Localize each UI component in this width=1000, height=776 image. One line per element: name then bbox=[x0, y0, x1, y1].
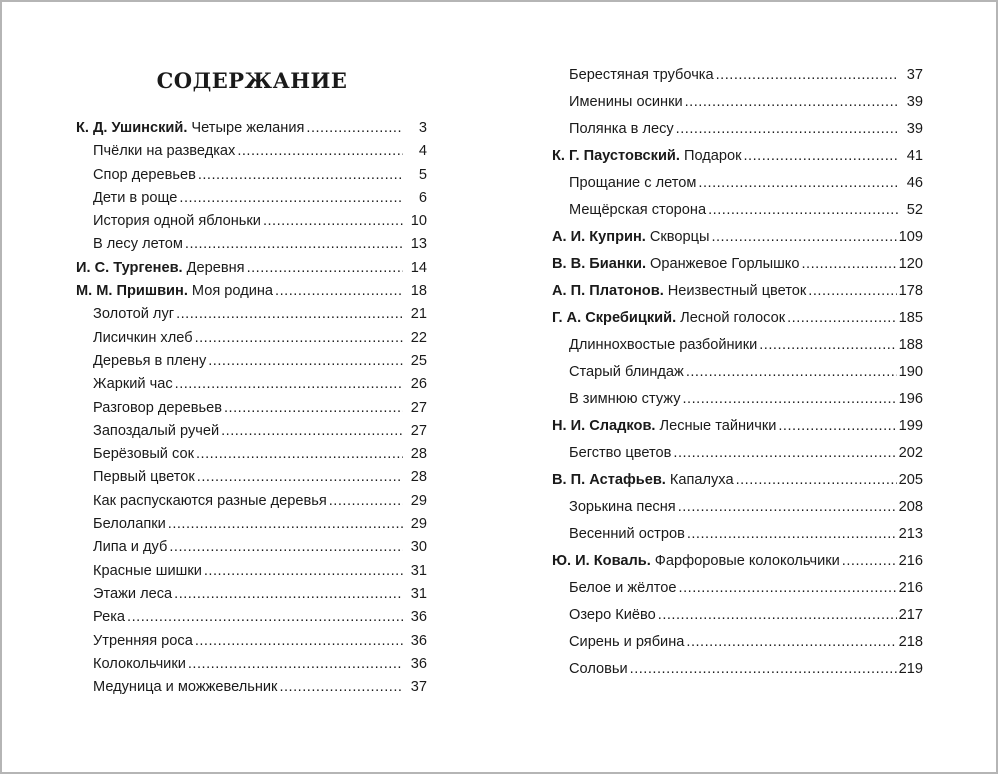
toc-page-number: 36 bbox=[410, 632, 427, 649]
toc-page-number: 178 bbox=[898, 283, 923, 299]
toc-page-number: 216 bbox=[898, 553, 923, 569]
toc-page-number: 31 bbox=[410, 562, 427, 579]
toc-page-number: 39 bbox=[906, 94, 923, 110]
dot-leader bbox=[176, 303, 403, 326]
dot-leader bbox=[198, 164, 403, 187]
toc-page-number: 6 bbox=[418, 189, 427, 206]
toc-title: Сирень и рябина bbox=[569, 634, 685, 650]
toc-title: Полянка в лесу bbox=[569, 121, 674, 137]
dot-leader bbox=[221, 420, 403, 443]
toc-page-number: 10 bbox=[410, 213, 427, 230]
dot-leader bbox=[263, 210, 403, 233]
toc-page-number: 46 bbox=[906, 175, 923, 191]
dot-leader bbox=[683, 386, 897, 413]
toc-page-number: 208 bbox=[898, 499, 923, 515]
toc-entry[interactable] bbox=[552, 224, 923, 251]
toc-entry[interactable] bbox=[76, 443, 427, 466]
toc-page-number: 219 bbox=[898, 661, 923, 677]
dot-leader bbox=[197, 466, 403, 489]
toc-page-number: 27 bbox=[410, 399, 427, 416]
toc-author: В. В. Бианки. bbox=[552, 256, 647, 272]
toc-title: Как распускаются разные деревья bbox=[93, 492, 327, 509]
toc-entry[interactable] bbox=[552, 521, 923, 548]
dot-leader bbox=[778, 413, 896, 440]
toc-entry[interactable] bbox=[76, 303, 427, 326]
toc-title: В зимнюю стужу bbox=[569, 391, 681, 407]
toc-author: Н. И. Сладков. bbox=[552, 418, 656, 434]
dot-leader bbox=[842, 548, 897, 575]
toc-entry[interactable] bbox=[76, 606, 427, 629]
toc-entry[interactable] bbox=[552, 359, 923, 386]
toc-page-number: 13 bbox=[410, 236, 427, 253]
toc-author: А. П. Платонов. bbox=[552, 283, 664, 299]
toc-title: Колокольчики bbox=[93, 655, 186, 672]
toc-entry[interactable] bbox=[76, 676, 427, 699]
toc-page-number: 216 bbox=[898, 580, 923, 596]
toc-left-column bbox=[76, 117, 427, 699]
toc-title: Липа и дуб bbox=[93, 539, 168, 556]
toc-title: Белолапки bbox=[93, 516, 166, 533]
dot-leader bbox=[179, 187, 403, 210]
dot-leader bbox=[169, 536, 403, 559]
toc-page-number: 199 bbox=[898, 418, 923, 434]
toc-entry[interactable] bbox=[552, 332, 923, 359]
toc-page-number: 205 bbox=[898, 472, 923, 488]
toc-entry[interactable] bbox=[76, 536, 427, 559]
toc-title: Река bbox=[93, 609, 126, 626]
toc-title: Бегство цветов bbox=[569, 445, 672, 461]
toc-title: Скворцы bbox=[649, 229, 710, 245]
dot-leader bbox=[759, 332, 896, 359]
toc-entry[interactable] bbox=[552, 467, 923, 494]
toc-entry[interactable] bbox=[76, 583, 427, 606]
dot-leader bbox=[185, 233, 403, 256]
toc-page-number: 3 bbox=[418, 120, 427, 136]
toc-page-number: 29 bbox=[410, 492, 427, 509]
toc-author: К. Д. Ушинский. bbox=[76, 120, 188, 136]
toc-title: Мещёрская сторона bbox=[569, 202, 707, 218]
toc-entry[interactable] bbox=[76, 466, 427, 489]
toc-title: Утренняя роса bbox=[93, 632, 193, 649]
toc-page-number: 41 bbox=[906, 148, 923, 164]
dot-leader bbox=[685, 89, 899, 116]
toc-title: Медуница и можжевельник bbox=[93, 679, 278, 696]
toc-title: Подарок bbox=[683, 148, 742, 164]
toc-entry[interactable] bbox=[552, 413, 923, 440]
toc-title: Озеро Киёво bbox=[569, 607, 656, 623]
dot-leader bbox=[744, 143, 900, 170]
dot-leader bbox=[237, 140, 403, 163]
toc-entry[interactable] bbox=[552, 89, 923, 116]
dot-leader bbox=[630, 656, 897, 683]
toc-title: Зорькина песня bbox=[569, 499, 676, 515]
toc-entry[interactable] bbox=[76, 513, 427, 536]
dot-leader bbox=[658, 602, 897, 629]
toc-entry[interactable] bbox=[552, 602, 923, 629]
toc-page-number: 28 bbox=[410, 446, 427, 463]
dot-leader bbox=[787, 305, 897, 332]
toc-page-number: 27 bbox=[410, 422, 427, 439]
dot-leader bbox=[716, 62, 899, 89]
toc-entry[interactable] bbox=[76, 280, 427, 303]
dot-leader bbox=[736, 467, 897, 494]
dot-leader bbox=[208, 350, 403, 373]
dot-leader bbox=[224, 397, 403, 420]
toc-page-number: 39 bbox=[906, 121, 923, 137]
toc-title: Четыре желания bbox=[191, 120, 305, 136]
toc-entry[interactable] bbox=[76, 630, 427, 653]
toc-title: Дети в роще bbox=[93, 189, 178, 206]
toc-title: Фарфоровые колокольчики bbox=[654, 553, 840, 569]
toc-page-number: 213 bbox=[898, 526, 923, 542]
dot-leader bbox=[687, 521, 897, 548]
toc-entry[interactable] bbox=[76, 233, 427, 256]
toc-title: Деревья в плену bbox=[93, 352, 207, 369]
toc-entry[interactable] bbox=[552, 629, 923, 656]
dot-leader bbox=[686, 359, 897, 386]
toc-title: Соловьи bbox=[569, 661, 628, 677]
toc-page-number: 190 bbox=[898, 364, 923, 380]
dot-leader bbox=[195, 327, 403, 350]
toc-entry[interactable] bbox=[552, 170, 923, 197]
toc-page-number: 25 bbox=[410, 352, 427, 369]
toc-page-number: 30 bbox=[410, 539, 427, 556]
page-title: СОДЕРЖАНИЕ bbox=[156, 68, 348, 93]
toc-page-number: 217 bbox=[898, 607, 923, 623]
dot-leader bbox=[188, 653, 403, 676]
toc-page-number: 28 bbox=[410, 469, 427, 486]
toc-page-number: 29 bbox=[410, 516, 427, 533]
toc-entry[interactable] bbox=[552, 278, 923, 305]
toc-title: Моя родина bbox=[191, 283, 274, 300]
dot-leader bbox=[711, 224, 896, 251]
toc-title: Пчёлки на разведках bbox=[93, 143, 236, 160]
dot-leader bbox=[174, 583, 403, 606]
dot-leader bbox=[808, 278, 896, 305]
toc-page-number: 26 bbox=[410, 376, 427, 393]
toc-entry[interactable] bbox=[76, 187, 427, 210]
toc-entry[interactable] bbox=[552, 62, 923, 89]
toc-page-number: 109 bbox=[898, 229, 923, 245]
dot-leader bbox=[247, 257, 403, 280]
dot-leader bbox=[306, 117, 403, 140]
toc-title: История одной яблоньки bbox=[93, 213, 261, 230]
dot-leader bbox=[168, 513, 403, 536]
toc-page-number: 37 bbox=[410, 679, 427, 696]
toc-title: Лесной голосок bbox=[680, 310, 786, 326]
toc-title: Лисичкин хлеб bbox=[93, 329, 193, 346]
toc-author: Г. А. Скребицкий. bbox=[552, 310, 677, 326]
toc-page-number: 196 bbox=[898, 391, 923, 407]
toc-page-number: 18 bbox=[410, 283, 427, 300]
toc-title: Жаркий час bbox=[93, 376, 173, 393]
toc-page-number: 14 bbox=[410, 259, 427, 276]
toc-title: Красные шишки bbox=[93, 562, 202, 579]
toc-entry[interactable] bbox=[552, 494, 923, 521]
toc-page-number: 52 bbox=[906, 202, 923, 218]
toc-entry[interactable] bbox=[76, 560, 427, 583]
toc-title: Неизвестный цветок bbox=[667, 283, 807, 299]
toc-author: К. Г. Паустовский. bbox=[552, 148, 680, 164]
toc-author: А. И. Куприн. bbox=[552, 229, 646, 245]
toc-entry[interactable] bbox=[76, 397, 427, 420]
toc-title: Берёзовый сок bbox=[93, 446, 194, 463]
toc-entry[interactable] bbox=[76, 117, 427, 140]
toc-title: Первый цветок bbox=[93, 469, 195, 486]
toc-entry[interactable] bbox=[552, 548, 923, 575]
dot-leader bbox=[801, 251, 896, 278]
toc-author: М. М. Пришвин. bbox=[76, 283, 188, 300]
dot-leader bbox=[698, 170, 899, 197]
dot-leader bbox=[678, 494, 897, 521]
toc-page-number: 22 bbox=[410, 329, 427, 346]
toc-title: Длиннохвостые разбойники bbox=[569, 337, 758, 353]
toc-title: Спор деревьев bbox=[93, 166, 196, 183]
toc-author: И. С. Тургенев. bbox=[76, 259, 183, 276]
toc-entry[interactable] bbox=[552, 440, 923, 467]
toc-title: Старый блиндаж bbox=[569, 364, 684, 380]
toc-right-column bbox=[552, 62, 923, 683]
toc-entry[interactable] bbox=[552, 116, 923, 143]
toc-title: Берестяная трубочка bbox=[569, 67, 714, 83]
toc-title: Разговор деревьев bbox=[93, 399, 222, 416]
toc-entry[interactable] bbox=[552, 251, 923, 278]
toc-entry[interactable] bbox=[76, 140, 427, 163]
toc-entry[interactable] bbox=[552, 656, 923, 683]
toc-page-number: 202 bbox=[898, 445, 923, 461]
toc-entry[interactable] bbox=[76, 653, 427, 676]
toc-title: Оранжевое Горлышко bbox=[650, 256, 800, 272]
dot-leader bbox=[127, 606, 403, 629]
toc-title: Этажи леса bbox=[93, 585, 173, 602]
toc-entry[interactable] bbox=[76, 350, 427, 373]
dot-leader bbox=[175, 373, 403, 396]
dot-leader bbox=[676, 116, 899, 143]
dot-leader bbox=[679, 575, 897, 602]
toc-entry[interactable] bbox=[552, 197, 923, 224]
toc-entry[interactable] bbox=[76, 420, 427, 443]
toc-title: Весенний остров bbox=[569, 526, 685, 542]
toc-title: Запоздалый ручей bbox=[93, 422, 220, 439]
toc-title: Белое и жёлтое bbox=[569, 580, 677, 596]
dot-leader bbox=[204, 560, 403, 583]
toc-entry[interactable] bbox=[552, 143, 923, 170]
dot-leader bbox=[708, 197, 899, 224]
toc-entry[interactable] bbox=[76, 257, 427, 280]
toc-page-number: 36 bbox=[410, 609, 427, 626]
toc-entry[interactable] bbox=[552, 575, 923, 602]
toc-page-number: 218 bbox=[898, 634, 923, 650]
toc-author: Ю. И. Коваль. bbox=[552, 553, 651, 569]
toc-page-number: 21 bbox=[410, 306, 427, 323]
toc-entry[interactable] bbox=[76, 490, 427, 513]
dot-leader bbox=[196, 443, 403, 466]
toc-title: Лесные тайнички bbox=[659, 418, 777, 434]
toc-page-number: 36 bbox=[410, 655, 427, 672]
dot-leader bbox=[279, 676, 403, 699]
toc-entry[interactable] bbox=[76, 210, 427, 233]
dot-leader bbox=[686, 629, 896, 656]
toc-page-number: 120 bbox=[898, 256, 923, 272]
toc-page-number: 185 bbox=[898, 310, 923, 326]
dot-leader bbox=[275, 280, 403, 303]
toc-entry[interactable] bbox=[76, 327, 427, 350]
dot-leader bbox=[673, 440, 896, 467]
toc-page-number: 188 bbox=[898, 337, 923, 353]
toc-entry[interactable] bbox=[76, 164, 427, 187]
toc-title: Именины осинки bbox=[569, 94, 683, 110]
toc-title: Капалуха bbox=[669, 472, 734, 488]
toc-author: В. П. Астафьев. bbox=[552, 472, 666, 488]
toc-entry[interactable] bbox=[552, 305, 923, 332]
toc-title: В лесу летом bbox=[93, 236, 183, 253]
toc-page-number: 4 bbox=[418, 143, 427, 160]
toc-entry[interactable] bbox=[552, 386, 923, 413]
toc-title: Золотой луг bbox=[93, 306, 175, 323]
toc-title: Прощание с летом bbox=[569, 175, 697, 191]
toc-page-number: 37 bbox=[906, 67, 923, 83]
toc-title: Деревня bbox=[186, 259, 245, 276]
toc-entry[interactable] bbox=[76, 373, 427, 396]
toc-page-number: 5 bbox=[418, 166, 427, 183]
toc-page-number: 31 bbox=[410, 585, 427, 602]
dot-leader bbox=[195, 630, 403, 653]
dot-leader bbox=[329, 490, 403, 513]
